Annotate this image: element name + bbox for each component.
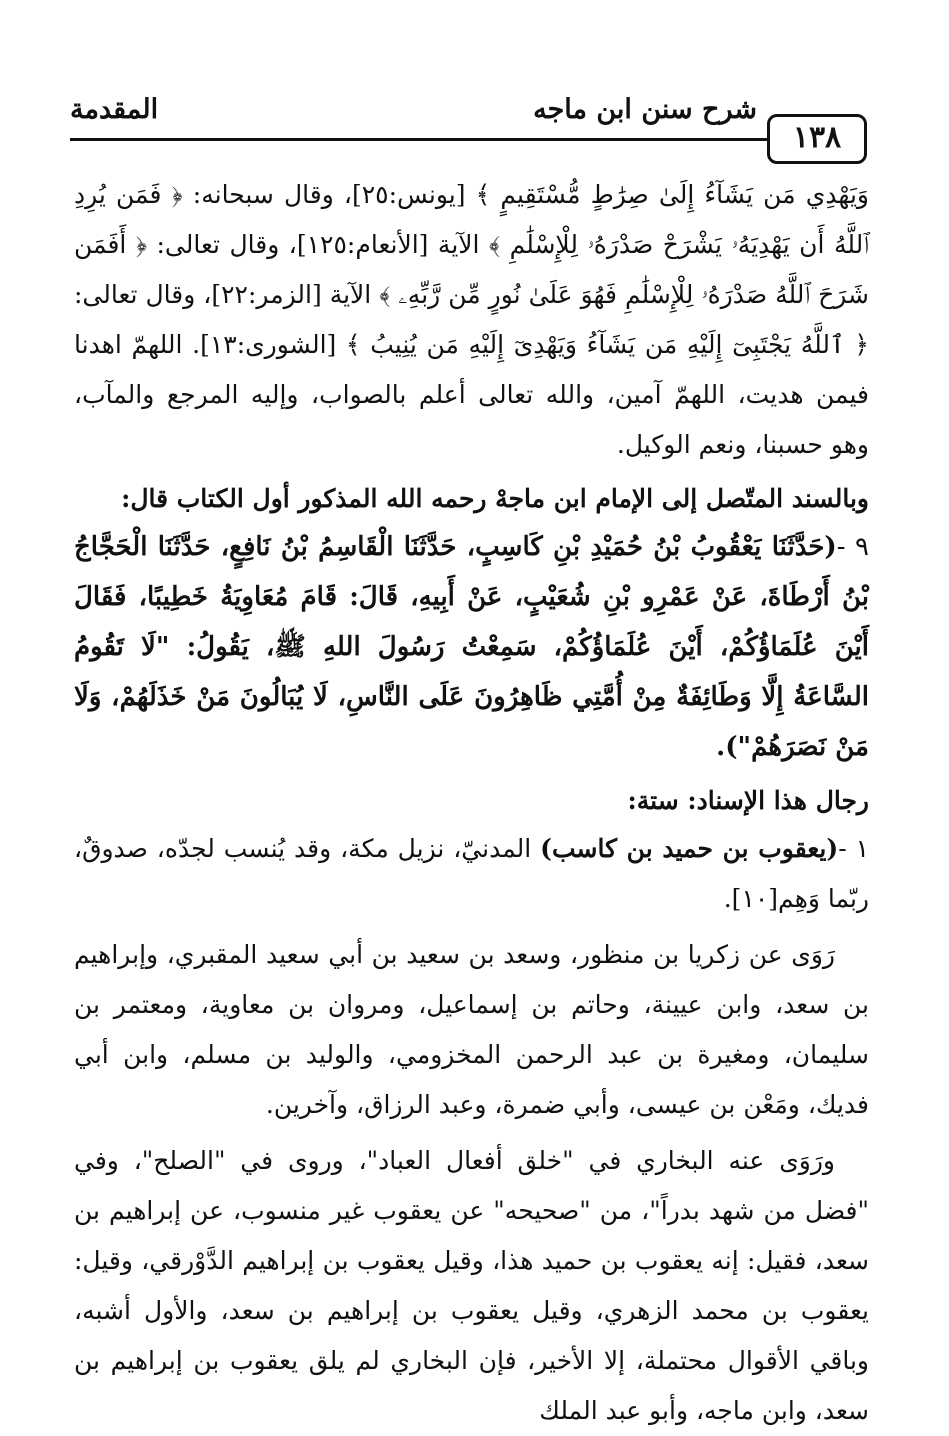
narrator-entry <box>74 824 869 924</box>
hadith-text: (حَدَّثَنَا يَعْقُوبُ بْنُ حُمَيْدِ بْنِ كَاسِبٍ، حَدَّثَنَا الْقَاسِمُ بْنُ نَافِعٍ، حَدَّثَنَا الْحَجَّاجُ بْنُ أَرْطَاةَ، عَنْ عَمْرِو بْنِ شُعَيْبٍ، عَنْ أَبِيهِ، قَالَ: قَامَ مُعَاوِيَةُ خَطِيبًا، فَقَالَ أَيْنَ عُلَمَاؤُكُمْ، أَيْنَ عُلَمَاؤُكُمْ، سَمِعْتُ رَسُولَ اللهِ ﷺ، يَقُولُ: "لَا تَقُومُ السَّاعَةُ إِلَّا وَطَائِفَةٌ مِنْ أُمَّتِي ظَاهِرُونَ عَلَى النَّاسِ، لَا يُبَالُونَ مَنْ خَذَلَهُمْ، وَلَا مَنْ نَصَرَهُمْ"). <box>74 532 869 762</box>
page-body <box>74 170 869 1436</box>
intro-paragraph: وَيَهْدِي مَن يَشَآءُ إِلَىٰ صِرَٰطٍ مُّسْتَقِيمٍ ﴾ [يونس:٢٥]، وقال سبحانه: ﴿ فَمَن يُرِدِ ٱللَّهُ أَن يَهْدِيَهُۥ يَشْرَحْ صَدْرَهُۥ لِلْإِسْلَٰمِ ﴾ الآية [الأنعام:١٢٥]، وقال تعالى: ﴿ أَفَمَن شَرَحَ ٱللَّهُ صَدْرَهُۥ لِلْإِسْلَٰمِ فَهُوَ عَلَىٰ نُورٍ مِّن رَّبِّهِۦ ﴾ الآية [الزمر:٢٢]، وقال تعالى: ﴿ ٱللَّهُ يَجْتَبِىٓ إِلَيْهِ مَن يَشَآءُ وَيَهْدِىٓ إِلَيْهِ مَن يُنِيبُ ﴾ [الشورى:١٣]. اللهمّ اهدنا فيمن هديت، اللهمّ آمين، والله تعالى أعلم بالصواب، وإليه المرجع والمآب، وهو حسبنا، ونعم الوكيل. <box>74 180 869 459</box>
section-title: المقدمة <box>70 94 159 125</box>
narrated-by-paragraph: ورَوَى عنه البخاري في "خلق أفعال العباد"، وروى في "الصلح"، وفي "فضل من شهد بدراً"، من "صحيحه" عن يعقوب غير منسوب، عن إبراهيم بن سعد، فقيل: إنه يعقوب بن حميد هذا، وقيل يعقوب بن إبراهيم الدَّوْرقي، وقيل: يعقوب بن محمد الزهري، وقيل يعقوب بن إبراهيم بن سعد، والأول أشبه، وباقي الأقوال محتملة، إلا الأخير، فإن البخاري لم يلق يعقوب بن إبراهيم بن سعد، وابن ماجه، وأبو عبد الملك <box>74 1146 869 1425</box>
header-rule <box>70 138 767 141</box>
rijal-heading: رجال هذا الإسناد: ستة: <box>627 786 869 815</box>
book-title: شرح سنن ابن ماجه <box>533 94 757 125</box>
hadith-paragraph <box>74 522 869 772</box>
page-number: ١٣٨ <box>767 114 867 164</box>
page-header <box>70 88 867 155</box>
hadith-number: ٩ - <box>836 532 869 562</box>
isnad-heading: وبالسند المتّصل إلى الإمام ابن ماجهْ رحمه الله المذكور أول الكتاب قال: <box>121 484 869 513</box>
narrator-text: المدنيّ، نزيل مكة، وقد يُنسب لجدّه، صدوقٌ، ربّما وَهِم[١٠]. <box>74 834 869 913</box>
narrated-from-paragraph: رَوَى عن زكريا بن منظور، وسعد بن سعيد بن أبي سعيد المقبري، وإبراهيم بن سعد، وابن عيينة، وحاتم بن إسماعيل، ومروان بن معاوية، ومعتمر بن سليمان، ومغيرة بن عبد الرحمن المخزومي، والوليد بن مسلم، وابن أبي فديك، ومَعْن بن عيسى، وأبي ضمرة، وعبد الرزاق، وآخرين. <box>74 940 869 1119</box>
narrator-number: ١ - <box>838 834 869 863</box>
narrator-name: (يعقوب بن حميد بن كاسب) <box>540 834 839 863</box>
